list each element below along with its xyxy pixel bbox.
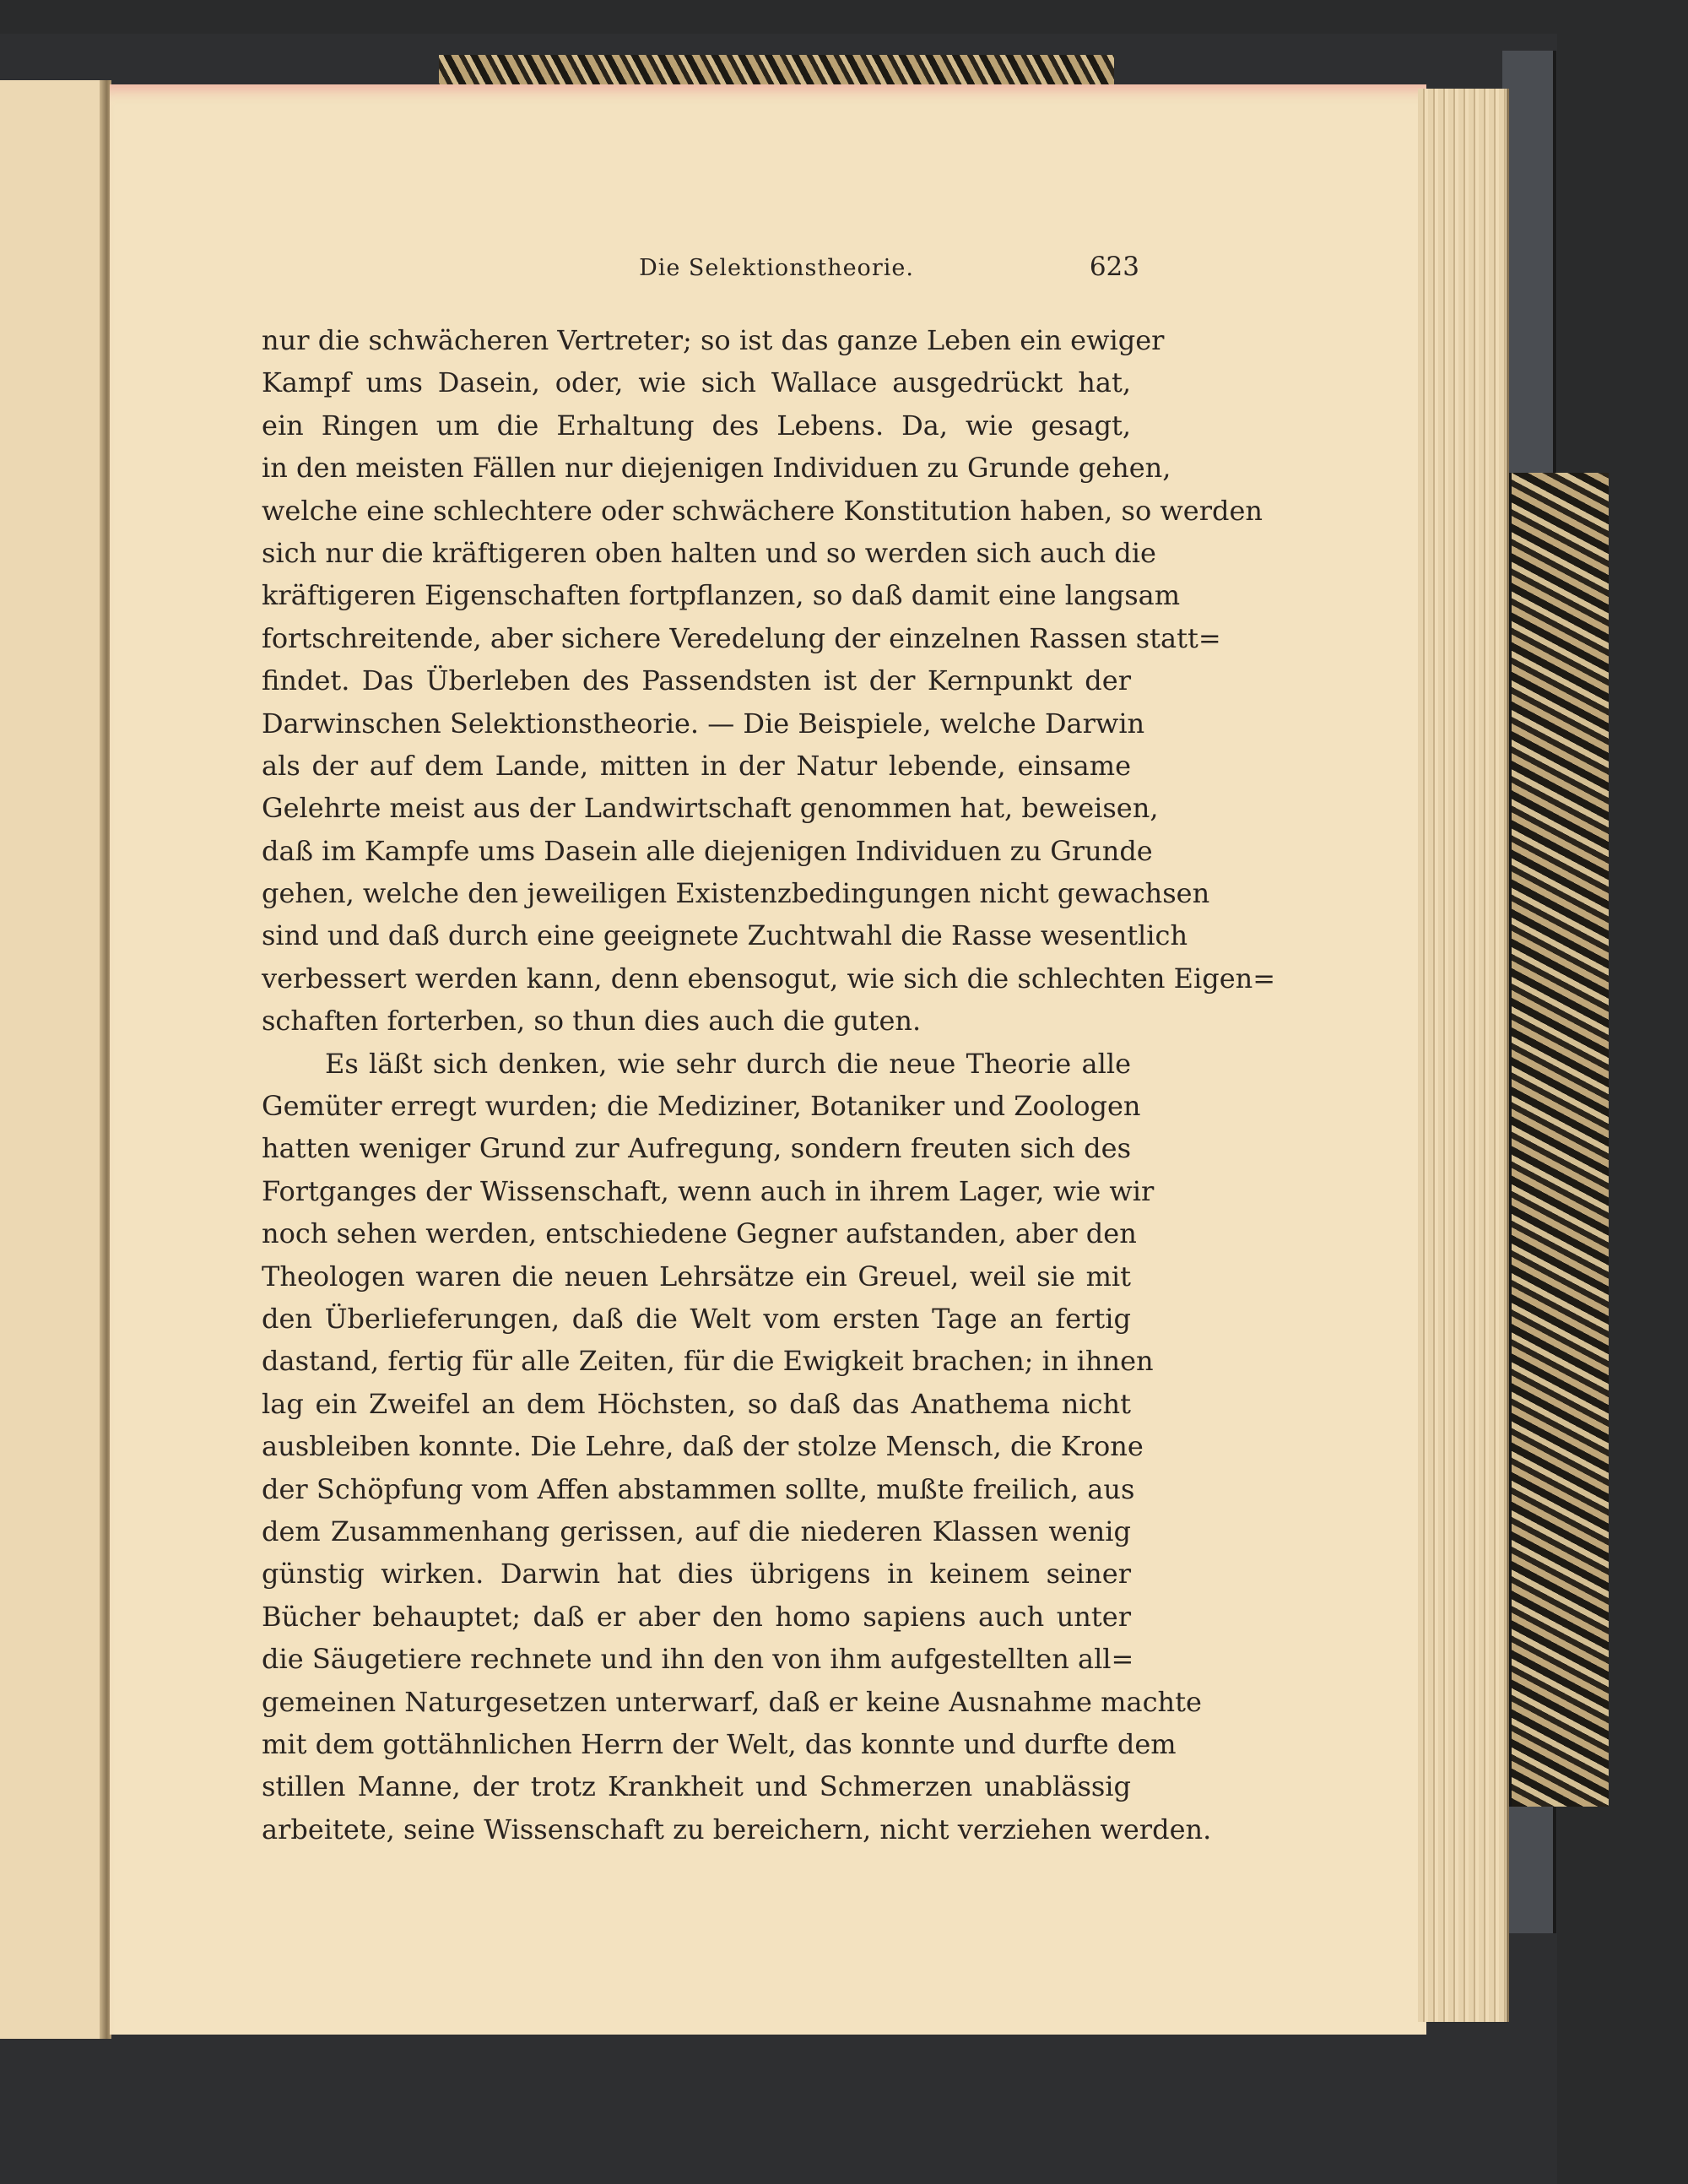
- text-line: Gelehrte meist aus der Landwirtschaft genommen hat, beweisen,: [262, 792, 1159, 825]
- text-line: dem Zusammenhang gerissen, auf die niederen Klassen wenig: [262, 1515, 1131, 1547]
- text-line: Fortganges der Wissenschaft, wenn auch in ihrem Lager, wie wir: [262, 1174, 1155, 1207]
- previous-page-edge: [0, 80, 106, 2039]
- text-line: gehen, welche den jeweiligen Existenzbedingungen nicht gewachsen: [262, 877, 1210, 910]
- text-line: Darwinschen Selektionstheorie. — Die Beispiele, welche Darwin: [262, 707, 1145, 740]
- text-line: ausbleiben konnte. Die Lehre, daß der stolze Mensch, die Krone: [262, 1430, 1144, 1463]
- text-line: als der auf dem Lande, mitten in der Natur lebende, einsame: [262, 749, 1131, 782]
- page-number: 623: [1089, 252, 1139, 282]
- text-line: den Überlieferungen, daß die Welt vom ersten Tage an fertig: [262, 1302, 1131, 1335]
- text-line: schaften forterben, so thun dies auch die guten.: [262, 1005, 922, 1038]
- text-line: in den meisten Fällen nur diejenigen Individuen zu Grunde gehen,: [262, 452, 1171, 485]
- text-line: mit dem gottähnlichen Herrn der Welt, das konnte und durfte dem: [262, 1727, 1177, 1760]
- text-line: günstig wirken. Darwin hat dies übrigens in keinem seiner: [262, 1558, 1131, 1591]
- text-line: Theologen waren die neuen Lehrsätze ein Greuel, weil sie mit: [262, 1260, 1131, 1293]
- text-line: nur die schwächeren Vertreter; so ist das ganze Leben ein ewiger: [262, 324, 1165, 356]
- text-line: ein Ringen um die Erhaltung des Lebens. Da, wie gesagt,: [262, 409, 1131, 442]
- text-line: sind und daß durch eine geeignete Zuchtwahl die Rasse wesentlich: [262, 919, 1188, 952]
- running-title: Die Selektionstheorie.: [639, 255, 914, 281]
- text-line: der Schöpfung vom Affen abstammen sollte, mußte freilich, aus: [262, 1472, 1135, 1505]
- text-line: kräftigeren Eigenschaften fortpflanzen, so daß damit eine langsam: [262, 579, 1181, 612]
- marbled-edge-right: [1507, 473, 1609, 1807]
- text-line: verbessert werden kann, denn ebensogut, wie sich die schlechten Eigen=: [262, 962, 1276, 994]
- text-line: die Säugetiere rechnete und ihn den von ihm aufgestellten all=: [262, 1643, 1134, 1676]
- text-line: welche eine schlechtere oder schwächere Konstitution haben, so werden: [262, 494, 1263, 527]
- text-line: hatten weniger Grund zur Aufregung, sondern freuten sich des: [262, 1132, 1131, 1165]
- text-line: Bücher behauptet; daß er aber den homo sapiens auch unter: [262, 1600, 1131, 1633]
- text-line: lag ein Zweifel an dem Höchsten, so daß das Anathema nicht: [262, 1387, 1131, 1420]
- text-line: Es läßt sich denken, wie sehr durch die neue Theorie alle: [325, 1047, 1131, 1080]
- text-line: Kampf ums Dasein, oder, wie sich Wallace ausgedrückt hat,: [262, 366, 1131, 399]
- body-text: [262, 319, 1276, 1851]
- text-line: stillen Manne, der trotz Krankheit und Schmerzen unablässig: [262, 1770, 1131, 1803]
- text-line: dastand, fertig für alle Zeiten, für die Ewigkeit brachen; in ihnen: [262, 1345, 1154, 1378]
- text-line: Gemüter erregt wurden; die Mediziner, Botaniker und Zoologen: [262, 1090, 1141, 1123]
- text-line: findet. Das Überleben des Passendsten ist der Kernpunkt der: [262, 664, 1131, 697]
- text-line: noch sehen werden, entschiedene Gegner aufstanden, aber den: [262, 1217, 1137, 1250]
- page-stack-edges: [1418, 89, 1509, 2022]
- text-line: arbeitete, seine Wissenschaft zu bereichern, nicht verziehen werden.: [262, 1813, 1212, 1845]
- text-line: fortschreitende, aber sichere Veredelung der einzelnen Rassen statt=: [262, 621, 1221, 654]
- text-line: gemeinen Naturgesetzen unterwarf, daß er keine Ausnahme machte: [262, 1685, 1202, 1718]
- text-line: daß im Kampfe ums Dasein alle diejenigen Individuen zu Grunde: [262, 834, 1153, 867]
- text-line: sich nur die kräftigeren oben halten und so werden sich auch die: [262, 536, 1156, 569]
